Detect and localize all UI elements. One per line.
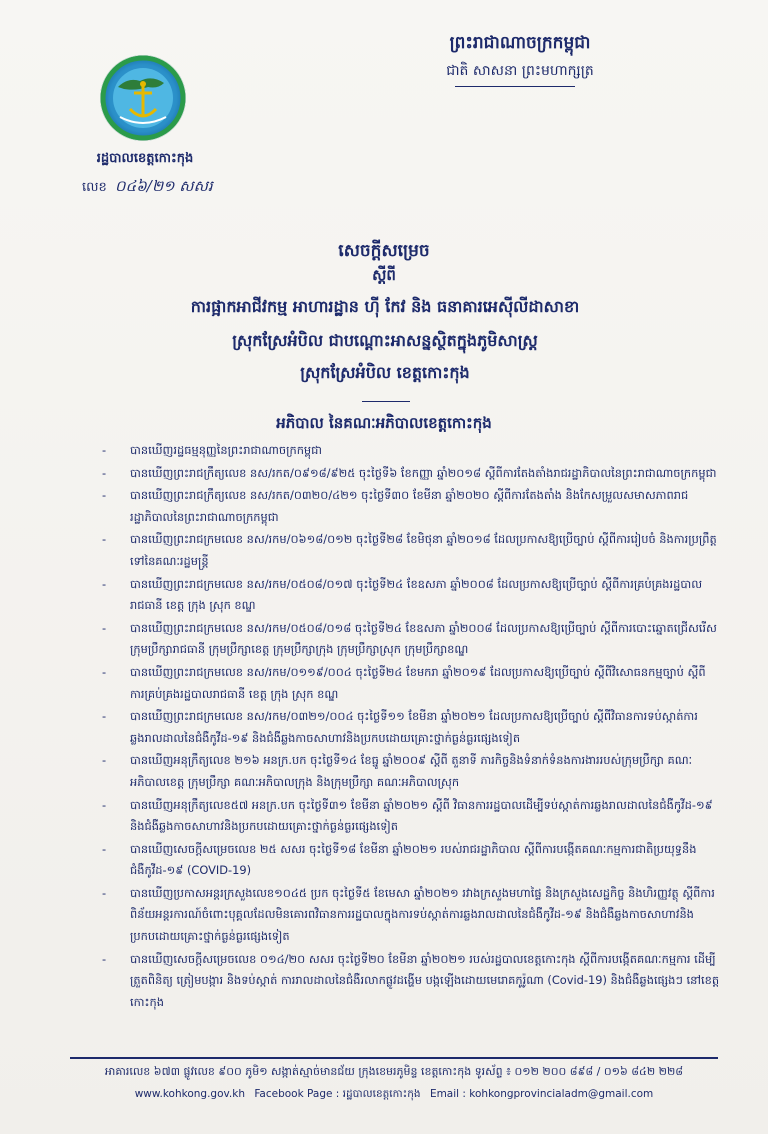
list-item: - បានឃើញអនុក្រឹត្យលេខ ២១៦ អនក្រ.បក ចុះថ្ងៃទី១៤ ខែធ្នូ ឆ្នាំ២០០៩ ស្តីពី តួនាទី ភារកិច្ចនិងទំនាក់ទំនងការងាររបស់ក្រុមប្រឹក្សា គណៈអភិបាលខេត្ត ក្រុមប្រឹក្សា គណៈអភិបាលក្រុង និងក្រុមប្រឹក្សា គណៈអភិបាលស្រុក	[100, 750, 720, 793]
list-item: - បានឃើញព្រះរាជក្រមលេខ នស/រកម/០៥០៨/០១៨ ចុះថ្ងៃទី២៤ ខែឧសភា ឆ្នាំ២០០៨ ដែលប្រកាសឱ្យប្រើច្បាប់ ស្តីពីការបោះឆ្នោតជ្រើសរើសក្រុមប្រឹក្សារាជធានី ក្រុមប្រឹក្សាខេត្ត ក្រុមប្រឹក្សាក្រុង ក្រុមប្រឹក្សាស្រុក ក្រុមប្រឹក្សាខណ្ឌ	[100, 618, 720, 661]
list-item: - បានឃើញព្រះរាជក្រមលេខ នស/រកម/០៥០៨/០១៧ ចុះថ្ងៃទី២៤ ខែឧសភា ឆ្នាំ២០០៨ ដែលប្រកាសឱ្យប្រើច្បាប់ ស្តីពីការគ្រប់គ្រងរដ្ឋបាលរាជធានី ខេត្ត ក្រុង ស្រុក ខណ្ឌ	[100, 574, 720, 617]
legal-basis-list	[100, 440, 720, 1014]
issuer-heading: អភិបាល នៃគណៈអភិបាលខេត្តកោះកុង	[276, 414, 492, 432]
list-item: - បានឃើញអនុក្រឹត្យលេខ៥៧ អនក្រ.បក ចុះថ្ងៃទី៣១ ខែមីនា ឆ្នាំ២០២១ ស្តីពី វិធានការរដ្ឋបាលដើម្បីទប់ស្កាត់ការឆ្លងរាលដាលនៃជំងឺកូវីដ-១៩ និងជំងឺឆ្លងកាចសាហាវនិងប្រកបដោយគ្រោះថ្នាក់ធ្ងន់ធ្ងរផ្សេងទៀត	[100, 795, 720, 838]
subject-line-1: ការផ្អាកអាជីវកម្ម អាហារដ្ឋាន ហ៊ី កែវ និង ធនាគារអេស៊ីលីដាសាខា	[190, 297, 580, 316]
reference-handwritten-number: ០៤៦/២១ សសរ	[114, 177, 213, 195]
reference-number	[82, 177, 213, 199]
about-label: ស្តីពី	[372, 266, 396, 284]
website-link[interactable]: www.kohkong.gov.kh	[134, 1088, 245, 1100]
list-item: - បានឃើញប្រកាសអន្តរក្រសួងលេខ១០៤៥ ប្រក ចុះថ្ងៃទី៥ ខែមេសា ឆ្នាំ២០២១ រវាងក្រសួងមហាផ្ទៃ និងក្រសួងសេដ្ឋកិច្ច និងហិរញ្ញវត្ថុ ស្តីពីការពិន័យអន្តរការណ៍ចំពោះបុគ្គលដែលមិនគោរពវិធានការរដ្ឋបាលក្នុងការទប់ស្កាត់ការឆ្លងរាលដាលនៃជំងឺកូវីដ-១៩ និងជំងឺឆ្លងកាចសាហាវនិងប្រកបដោយគ្រោះថ្នាក់ធ្ងន់ធ្ងរផ្សេងទៀត	[100, 883, 720, 948]
list-item: - បានឃើញសេចក្តីសម្រេចលេខ ០១៤/២០ សសរ ចុះថ្ងៃទី២០ ខែមីនា ឆ្នាំ២០២១ របស់រដ្ឋបាលខេត្តកោះកុង ស្តីពីការបង្កើតគណៈកម្មការ ដើម្បីត្រួតពិនិត្យ ត្រៀមបង្ការ និងទប់ស្កាត់ ការរាលដាលនៃជំងឺរលាកផ្លូវដង្ហើម បង្កឡើងដោយមេរោគកូរ៉ូណា (Covid-19) និងជំងឺឆ្លងផ្សេងៗ នៅខេត្តកោះកុង	[100, 949, 720, 1014]
list-item: - បានឃើញព្រះរាជក្រមលេខ នស/រកម/០៣២១/០០៤ ចុះថ្ងៃទី១១ ខែមីនា ឆ្នាំ២០២១ ដែលប្រកាសឱ្យប្រើច្បាប់ ស្តីពីវិធានការទប់ស្កាត់ការឆ្លងរាលដាលនៃជំងឺកូវីដ-១៩ និងជំងឺឆ្លងកាចសាហាវនិងប្រកបដោយគ្រោះថ្នាក់ធ្ងន់ធ្ងរផ្សេងទៀត	[100, 706, 720, 749]
motto-divider	[455, 86, 575, 87]
title-divider	[362, 401, 410, 402]
list-item: - បានឃើញសេចក្តីសម្រេចលេខ ២៥ សសរ ចុះថ្ងៃទី១៨ ខែមីនា ឆ្នាំ២០២១ របស់រាជរដ្ឋាភិបាល ស្តីពីការបង្កើតគណៈកម្មការជាតិប្រយុទ្ធនឹងជំងឺកូវីដ-១៩ (COVID-19)	[100, 839, 720, 882]
list-item: - បានឃើញព្រះរាជក្រឹត្យលេខ នស/រកត/០៩១៨/៩២៥ ចុះថ្ងៃទី៦ ខែកញ្ញា ឆ្នាំ២០១៨ ស្តីពីការតែងតាំងរាជរដ្ឋាភិបាលនៃព្រះរាជាណាចក្រកម្ពុជា	[100, 463, 720, 485]
document-type-title: សេចក្តីសម្រេច	[338, 241, 430, 261]
list-item: - បានឃើញរដ្ឋធម្មនុញ្ញនៃព្រះរាជាណាចក្រកម្ពុជា	[100, 440, 720, 462]
issuing-administration: រដ្ឋបាលខេត្តកោះកុង	[96, 151, 194, 166]
footer-address: អាគារលេខ ៦៧៣ ផ្លូវលេខ ៩០០ ភូមិ១ សង្កាត់ស្មាច់មានជ័យ ក្រុងខេមរភូមិន្ទ ខេត្តកោះកុង ទូរស័ព្ទ ៖ ០១២ ២០០ ៨៩៨ / ០១៦ ៨៤២ ២២៨	[104, 1065, 684, 1078]
facebook-page: Facebook Page : រដ្ឋបាលខេត្តកោះកុង	[254, 1088, 421, 1100]
list-item: - បានឃើញព្រះរាជក្រមលេខ នស/រកម/០១១៩/០០៤ ចុះថ្ងៃទី២៤ ខែមករា ឆ្នាំ២០១៩ ដែលប្រកាសឱ្យប្រើច្បាប់ ស្តីពីវិសោធនកម្មច្បាប់ ស្តីពីការគ្រប់គ្រងរដ្ឋបាលរាជធានី ខេត្ត ក្រុង ស្រុក ខណ្ឌ	[100, 662, 720, 705]
footer-contacts	[60, 1086, 728, 1102]
national-motto: ជាតិ សាសនា ព្រះមហាក្សត្រ	[446, 63, 594, 79]
footer-divider	[70, 1057, 718, 1059]
list-item: - បានឃើញព្រះរាជក្រឹត្យលេខ នស/រកត/០៣២០/៤២១ ចុះថ្ងៃទី៣០ ខែមីនា ឆ្នាំ២០២០ ស្តីពីការតែងតាំង និងកែសម្រួលសមាសភាពរាជរដ្ឋាភិបាលនៃព្រះរាជាណាចក្រកម្ពុជា	[100, 485, 720, 528]
list-item: - បានឃើញព្រះរាជក្រមលេខ នស/រកម/០៦១៨/០១២ ចុះថ្ងៃទី២៨ ខែមិថុនា ឆ្នាំ២០១៨ ដែលប្រកាសឱ្យប្រើច្បាប់ ស្តីពីការរៀបចំ និងការប្រព្រឹត្តទៅនៃគណៈរដ្ឋមន្ត្រី	[100, 529, 720, 572]
subject-line-3: ស្រុកស្រែអំបិល ខេត្តកោះកុង	[300, 363, 470, 382]
provincial-seal-icon	[100, 55, 186, 141]
subject-line-2: ស្រុកស្រែអំបិល ជាបណ្ដោះអាសន្នស្ថិតក្នុងភូមិសាស្ត្រ	[232, 331, 538, 350]
kingdom-heading: ព្រះរាជាណាចក្រកម្ពុជា	[449, 33, 591, 53]
email-contact[interactable]: Email : kohkongprovincialadm@gmail.com	[429, 1088, 654, 1100]
reference-label: លេខ	[82, 180, 107, 195]
